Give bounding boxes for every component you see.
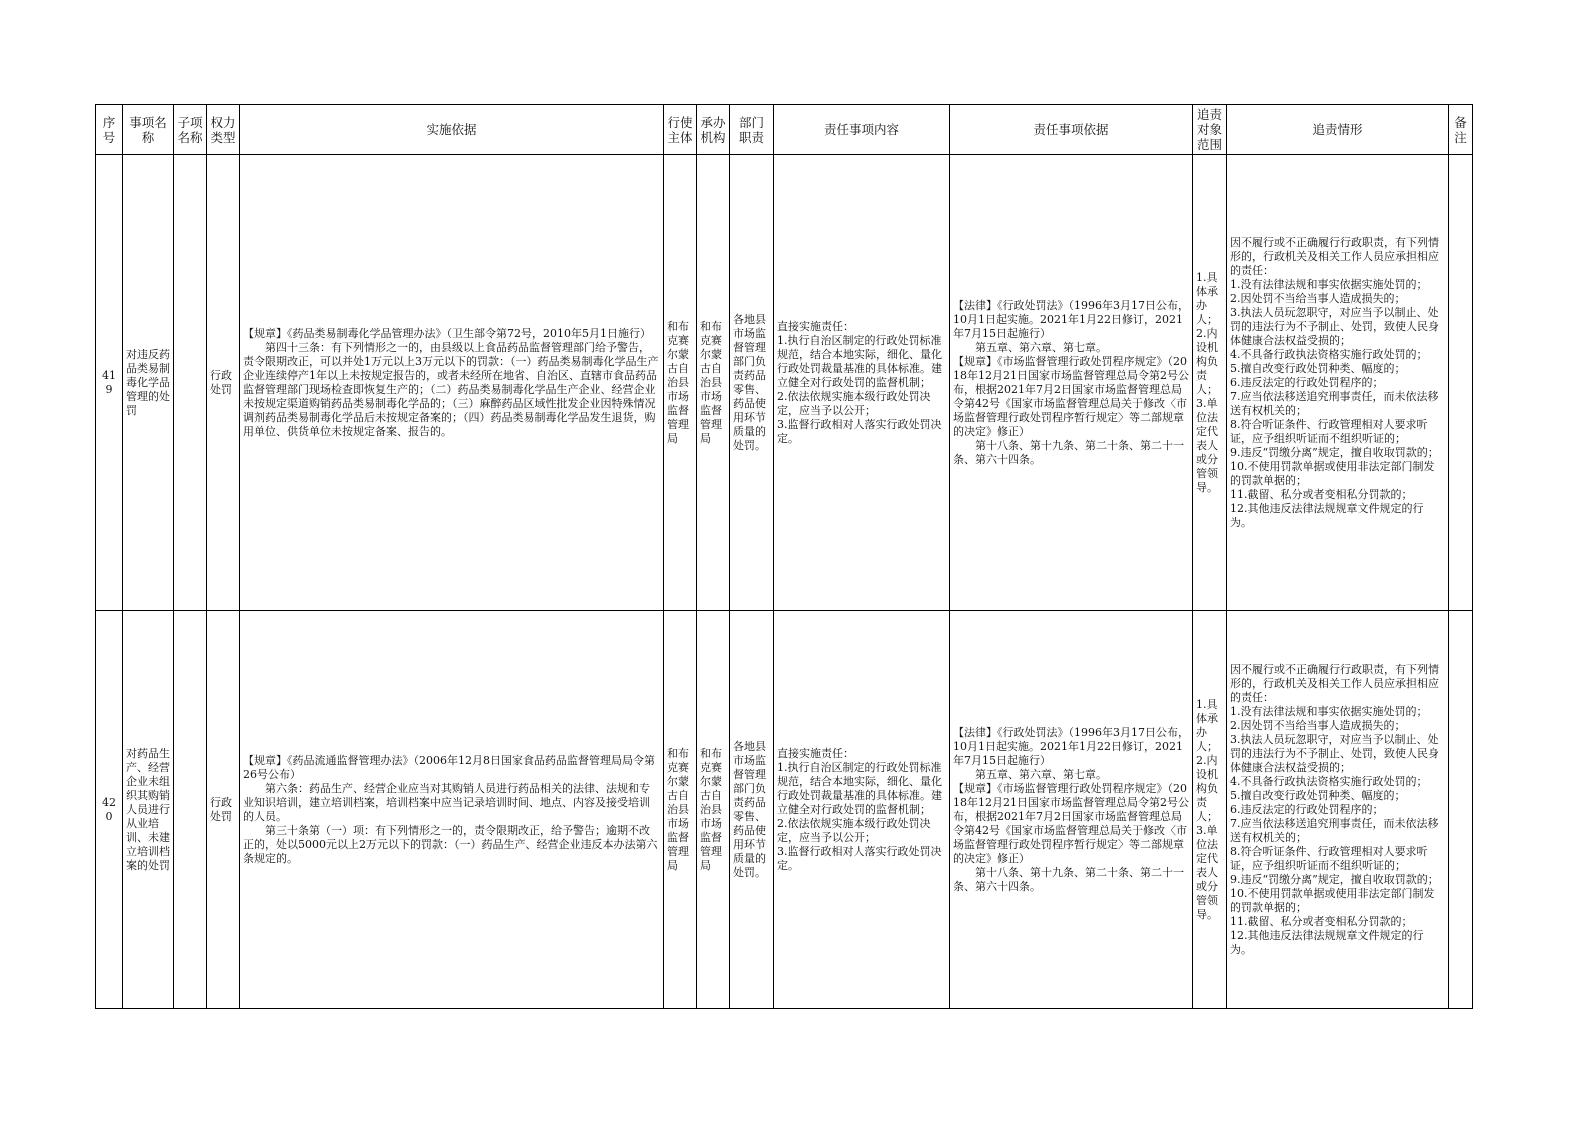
row-item-name: 对药品生产、经营企业未组织其购销人员进行从业培训、未建立培训档案的处罚	[123, 611, 174, 1009]
header-resp-content: 责任事项内容	[774, 105, 950, 155]
header-remark: 备注	[1449, 105, 1473, 155]
header-agency: 承办机构	[697, 105, 730, 155]
header-duty: 部门职责	[730, 105, 774, 155]
row-subject: 和布克赛尔蒙古自治县市场监督管理局	[664, 155, 697, 611]
row-agency: 和布克赛尔蒙古自治县市场监督管理局	[697, 611, 730, 1009]
table-row	[96, 611, 1473, 1009]
resp-basis-rule: 【规章】《市场监督管理行政处罚程序规定》（2018年12月21日国家市场监督管理总局令第2号公布，根据2021年7月2日国家市场监督管理总局令第42号《国家市场监督管理总局关于修改〈市场监督管理行政处罚程序暂行规定〉等二部规章的决定》修正）	[953, 354, 1189, 438]
header-item-name: 事项名称	[123, 105, 174, 155]
table-row	[96, 155, 1473, 611]
row-resp-content: 直接实施责任： 1.执行自治区制定的行政处罚标准规范，结合本地实际，细化、量化行政处罚裁量基准的具体标准。建立健全对行政处罚的监督机制； 2.依法依规实施本级行政处罚决定，应当予以公开； 3.监督行政相对人落实行政处罚决定。	[774, 155, 950, 611]
row-item-name: 对违反药品类易制毒化学品管理的处罚	[123, 155, 174, 611]
row-scope: 1.具体承办人； 2.内设机构负责人； 3.单位法定代表人或分管领导。	[1193, 611, 1227, 1009]
row-power-type: 行政处罚	[207, 155, 240, 611]
header-seq: 序号	[96, 105, 123, 155]
row-remark	[1449, 611, 1473, 1009]
header-subject: 行使主体	[664, 105, 697, 155]
resp-basis-rule-articles: 第十八条、第十九条、第二十条、第二十一条、第六十四条。	[953, 438, 1184, 466]
row-duty: 各地县市场监督管理部门负责药品零售、药品使用环节质量的处罚。	[730, 155, 774, 611]
row-seq: 420	[96, 611, 123, 1009]
row-resp-basis	[950, 611, 1193, 1009]
header-power-type: 权力类型	[207, 105, 240, 155]
basis-source: 【规章】《药品类易制毒化学品管理办法》（卫生部令第72号，2010年5月1日施行）	[243, 326, 651, 340]
header-situation: 追责情形	[1227, 105, 1449, 155]
row-scope: 1.具体承办人； 2.内设机构负责人； 3.单位法定代表人或分管领导。	[1193, 155, 1227, 611]
row-subject: 和布克赛尔蒙古自治县市场监督管理局	[664, 611, 697, 1009]
resp-basis-rule-articles: 第十八条、第十九条、第二十条、第二十一条、第六十四条。	[953, 865, 1184, 893]
resp-basis-rule: 【规章】《市场监督管理行政处罚程序规定》（2018年12月21日国家市场监督管理总局令第2号公布，根据2021年7月2日国家市场监督管理总局令第42号《国家市场监督管理总局关于修改〈市场监督管理行政处罚程序暂行规定〉等二部规章的决定》修正）	[953, 781, 1189, 865]
row-duty: 各地县市场监督管理部门负责药品零售、药品使用环节质量的处罚。	[730, 611, 774, 1009]
header-resp-basis: 责任事项依据	[950, 105, 1193, 155]
row-sub-name	[174, 155, 207, 611]
row-agency: 和布克赛尔蒙古自治县市场监督管理局	[697, 155, 730, 611]
resp-basis-law: 【法律】《行政处罚法》（1996年3月17日公布，10月1日起实施。2021年1月22日修订，2021年7月15日起施行）	[953, 725, 1189, 767]
row-resp-content: 直接实施责任： 1.执行自治区制定的行政处罚标准规范，结合本地实际，细化、量化行政处罚裁量基准的具体标准。建立健全对行政处罚的监督机制； 2.依法依规实施本级行政处罚决定，应当予以公开； 3.监督行政相对人落实行政处罚决定。	[774, 611, 950, 1009]
row-remark	[1449, 155, 1473, 611]
row-seq: 419	[96, 155, 123, 611]
row-sub-name	[174, 611, 207, 1009]
row-basis	[240, 155, 664, 611]
basis-text: 第四十三条：有下列情形之一的，由县级以上食品药品监督管理部门给予警告，责令限期改正，可以并处1万元以上3万元以下的罚款：（一）药品类易制毒化学品生产企业连续停产1年以上未按规定报告的，或者未经所在地省、自治区、直辖市食品药品监督管理部门现场检查即恢复生产的；（二）药品类易制毒化学品生产企业、经营企业未按规定渠道购销药品类易制毒化学品的；（三）麻醉药品区域性批发企业因特殊情况调剂药品类易制毒化学品后未按规定备案的；（四）药品类易制毒化学品发生退货，购用单位、供货单位未按规定备案、报告的。	[243, 340, 659, 438]
header-sub-name: 子项名称	[174, 105, 207, 155]
header-basis: 实施依据	[240, 105, 664, 155]
header-scope: 追责对象范围	[1193, 105, 1227, 155]
row-resp-basis	[950, 155, 1193, 611]
basis-text: 第六条：药品生产、经营企业应当对其购销人员进行药品相关的法律、法规和专业知识培训，建立培训档案，培训档案中应当记录培训时间、地点、内容及接受培训的人员。 第三十条第（一）项：有下列情形之一的，责令限期改正，给予警告；逾期不改正的，处以5000元以上2万元以下的罚款：（一）药品生产、经营企业违反本办法第六条规定的。	[243, 781, 658, 865]
resp-basis-law: 【法律】《行政处罚法》（1996年3月17日公布，10月1日起实施。2021年1月22日修订，2021年7月15日起施行）	[953, 298, 1189, 340]
row-situation: 因不履行或不正确履行行政职责，有下列情形的，行政机关及相关工作人员应承担相应的责任： 1.没有法律法规和事实依据实施处罚的； 2.因处罚不当给当事人造成损失的； 3.执法人员玩忽职守，对应当予以制止、处罚的违法行为不予制止、处罚，致使人民身体健康合法权益受损的； 4.不具备行政执法资格实施行政处罚的； 5.擅自改变行政处罚种类、幅度的； 6.违反法定的行政处罚程序的； 7.应当依法移送追究刑事责任，而未依法移送有权机关的； 8.符合听证条件、行政管理相对人要求听证，应予组织听证而不组织听证的； 9.违反“罚缴分离”规定，擅自收取罚款的； 10.不使用罚款单据或使用非法定部门制发的罚款单据的； 11.截留、私分或者变相私分罚款的； 12.其他违反法律法规规章文件规定的行为。	[1227, 611, 1449, 1009]
basis-source: 【规章】《药品流通监督管理办法》（2006年12月8日国家食品药品监督管理局局令第26号公布）	[243, 753, 655, 781]
row-situation: 因不履行或不正确履行行政职责，有下列情形的，行政机关及相关工作人员应承担相应的责任： 1.没有法律法规和事实依据实施处罚的； 2.因处罚不当给当事人造成损失的； 3.执法人员玩忽职守，对应当予以制止、处罚的违法行为不予制止、处罚，致使人民身体健康合法权益受损的； 4.不具备行政执法资格实施行政处罚的； 5.擅自改变行政处罚种类、幅度的； 6.违反法定的行政处罚程序的； 7.应当依法移送追究刑事责任，而未依法移送有权机关的； 8.符合听证条件、行政管理相对人要求听证，应予组织听证而不组织听证的； 9.违反“罚缴分离”规定，擅自收取罚款的； 10.不使用罚款单据或使用非法定部门制发的罚款单据的； 11.截留、私分或者变相私分罚款的； 12.其他违反法律法规规章文件规定的行为。	[1227, 155, 1449, 611]
resp-basis-law-articles: 第五章、第六章、第七章。	[953, 340, 1107, 354]
responsibility-table	[95, 104, 1473, 1009]
resp-basis-law-articles: 第五章、第六章、第七章。	[953, 767, 1107, 781]
row-basis	[240, 611, 664, 1009]
table-header-row	[96, 105, 1473, 155]
row-power-type: 行政处罚	[207, 611, 240, 1009]
